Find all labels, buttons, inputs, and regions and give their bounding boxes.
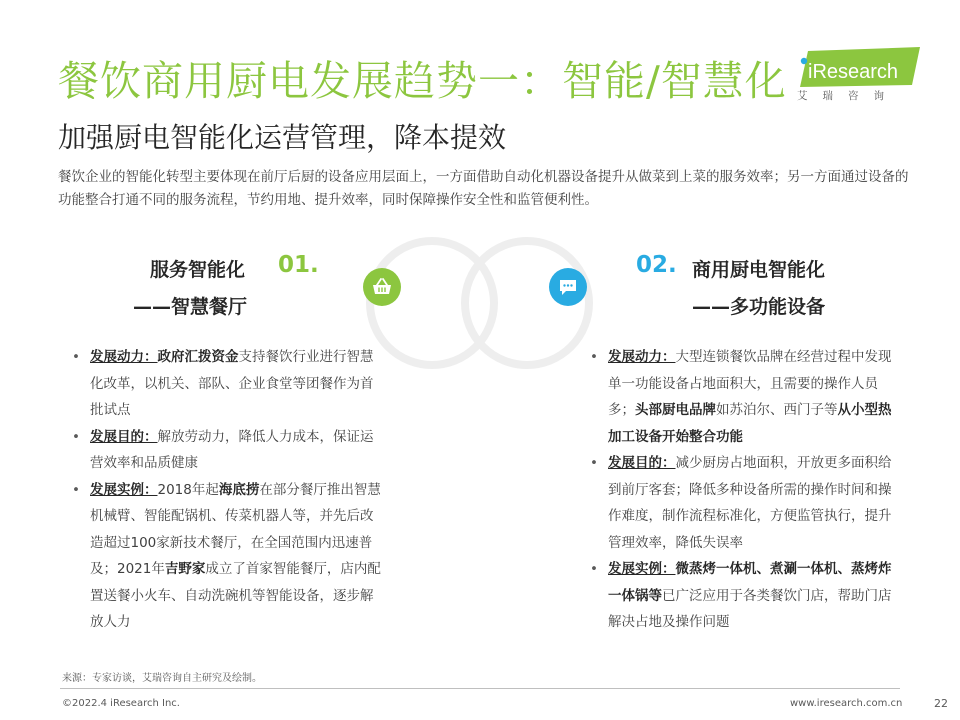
bullet-label: 发展目的： bbox=[608, 455, 676, 471]
bullet-label: 发展动力： bbox=[608, 349, 676, 365]
copyright: ©2022.4 iResearch Inc. bbox=[62, 698, 180, 709]
bullet-item bbox=[72, 424, 384, 477]
left-bullet-list bbox=[72, 344, 384, 636]
bullet-emphasis: 海底捞 bbox=[218, 481, 260, 498]
bullet-item bbox=[590, 556, 902, 636]
bullet-text: 2018年起 bbox=[157, 481, 219, 498]
bullet-label: 发展目的： bbox=[90, 428, 158, 445]
right-section-number: 02. bbox=[636, 252, 677, 278]
bullet-text: 支持餐饮行业进行智慧化改革，以机关、部队、企业食堂等团餐作为首批试点 bbox=[90, 349, 374, 418]
bullet-emphasis: 从小型热加工设备开始整合功能 bbox=[608, 402, 892, 445]
intro-paragraph: 餐饮企业的智能化转型主要体现在前厅后厨的设备应用层面上，一方面借助自动化机器设备提升从做菜到上菜的服务效率；另一方面通过设备的功能整合打通不同的服务流程，节约用地、提升效率，同时保障操作安全性和监管便利性。 bbox=[58, 169, 909, 208]
basket-icon bbox=[363, 268, 401, 306]
right-section-heading: 商用厨电智能化 bbox=[692, 259, 826, 281]
footer-url: www.iresearch.com.cn bbox=[790, 698, 903, 709]
right-bullet-list bbox=[590, 344, 902, 636]
page-number: 22 bbox=[934, 697, 948, 710]
bullet-text: 在部分餐厅推出智慧机械臂、智能配锅机、传菜机器人等，并先后改造超过100家新技术餐厅，在全国范围内迅速普及；2021年 bbox=[90, 481, 381, 577]
source-note: 来源：专家访谈，艾瑞咨询自主研究及绘制。 bbox=[62, 673, 262, 684]
logo-chinese-text: 艾瑞咨询 bbox=[797, 90, 899, 102]
right-section-subheading: ——多功能设备 bbox=[692, 296, 826, 318]
bullet-label: 发展实例： bbox=[608, 561, 676, 577]
bullet-emphasis: 吉野家 bbox=[164, 561, 206, 577]
footer-divider bbox=[60, 688, 900, 689]
bullet-label: 发展实例： bbox=[90, 481, 158, 498]
left-section-heading: 服务智能化 bbox=[150, 259, 246, 281]
bullet-text: 成立了首家智能餐厅，店内配置送餐小火车、自动洗碗机等智能设备，逐步解放人力 bbox=[90, 561, 381, 630]
bullet-item bbox=[590, 344, 902, 450]
left-section-subheading: ——智慧餐厅 bbox=[133, 296, 248, 318]
bullet-text: 减少厨房占地面积，开放更多面积给到前厅客套；降低多种设备所需的操作时间和操作难度，制作流程标准化，方便监管执行，提升管理效率，降低失误率 bbox=[608, 455, 892, 551]
bullet-text: 解放劳动力，降低人力成本，保证运营效率和品质健康 bbox=[90, 428, 374, 471]
bullet-item bbox=[72, 344, 384, 424]
bullet-text: 大型连锁餐饮品牌在经营过程中发现单一功能设备占地面积大，且需要的操作人员多； bbox=[608, 349, 892, 418]
bullet-item bbox=[72, 477, 384, 636]
logo-brand-text: iResearch bbox=[808, 61, 899, 83]
bullet-emphasis: 头部厨电品牌 bbox=[635, 402, 716, 418]
bullet-emphasis: 微蒸烤一体机、煮涮一体机、蒸烤炸一体锅等 bbox=[608, 561, 892, 604]
bullet-label: 发展动力： bbox=[90, 349, 158, 365]
left-section-number: 01. bbox=[278, 252, 319, 278]
chat-icon bbox=[549, 268, 587, 306]
bullet-text: 如苏泊尔、西门子等 bbox=[716, 402, 838, 418]
bullet-item bbox=[590, 450, 902, 556]
bullet-text: 已广泛应用于各类餐饮门店，帮助门店解决占地及操作问题 bbox=[608, 587, 892, 630]
page-title: 餐饮商用厨电发展趋势一：智能/智慧化 bbox=[58, 57, 787, 105]
bullet-emphasis: 政府汇拨资金 bbox=[157, 349, 239, 365]
page-subtitle: 加强厨电智能化运营管理，降本提效 bbox=[58, 121, 507, 154]
